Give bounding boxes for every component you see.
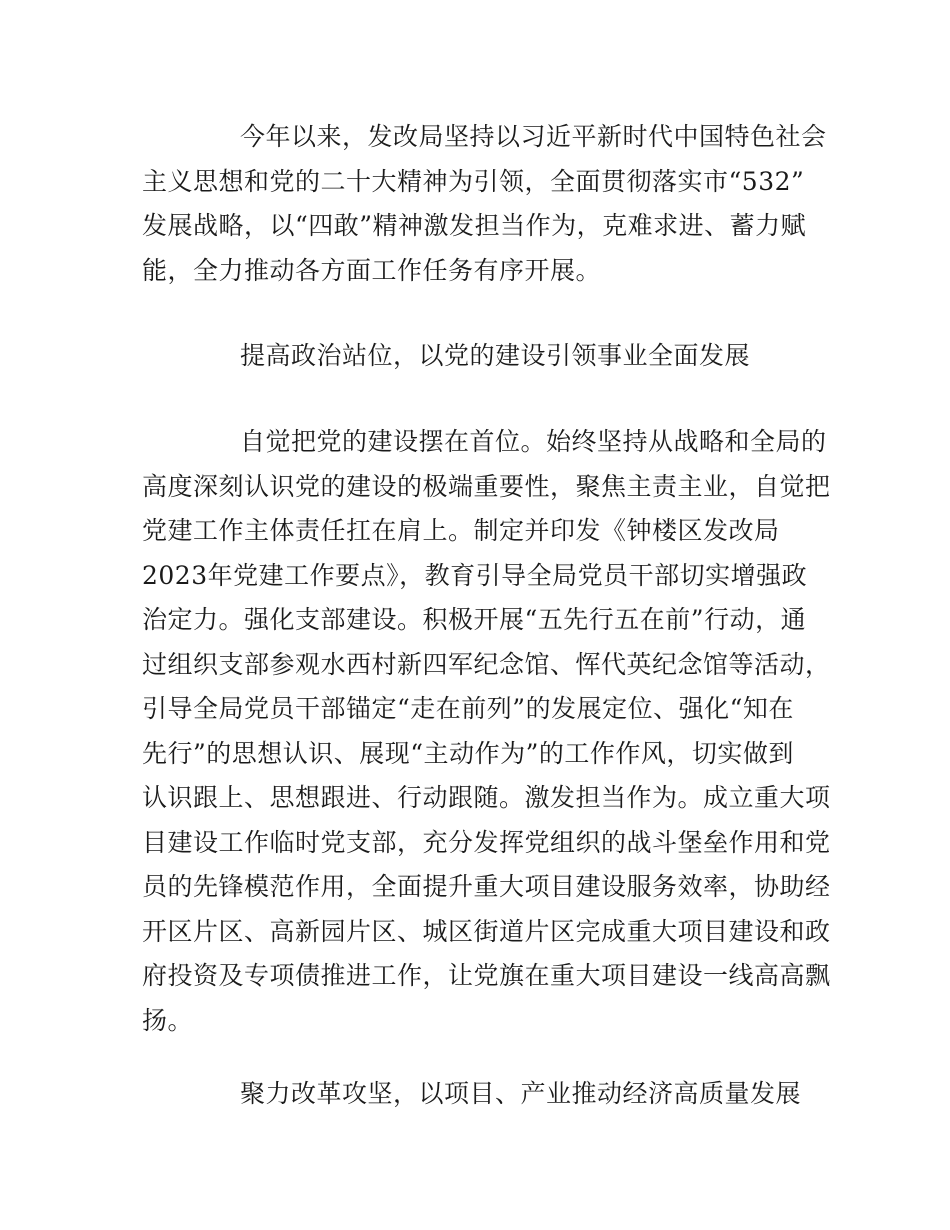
paragraph-line: 能，全力推动各方面工作任务有序开展。 [142, 255, 602, 285]
section-heading-text: 提高政治站位，以党的建设引领事业全面发展 [240, 341, 751, 370]
paragraph-line: 主义思想和党的二十大精神为引领，全面贯彻落实市“532” [142, 166, 805, 196]
intro-paragraph [142, 115, 827, 293]
paragraph-line: 开区片区、高新园片区、城区街道片区完成重大项目建设和政 [142, 916, 831, 946]
paragraph-line: 治定力。强化支部建设。积极开展“五先行五在前”行动，通 [142, 605, 807, 634]
paragraph-line: 员的先锋模范作用，全面提升重大项目建设服务效率，协助经 [142, 872, 831, 901]
paragraph-line: 目建设工作临时党支部，充分发挥党组织的战斗堡垒作用和党 [142, 827, 831, 857]
paragraph-line: 府投资及专项债推进工作，让党旗在重大项目建设一线高高飘 [142, 961, 831, 990]
section-heading [142, 1072, 812, 1117]
paragraph-line: 引导全局党员干部锚定“走在前列”的发展定位、强化“知在 [142, 694, 794, 723]
paragraph-line: 高度深刻认识党的建设的极端重要性，聚焦主责主业，自觉把 [142, 471, 831, 501]
paragraph-line: 自觉把党的建设摆在首位。始终坚持从战略和全局的 [240, 427, 827, 456]
paragraph-line: 过组织支部参观水西村新四军纪念馆、恽代英纪念馆等活动， [142, 649, 831, 679]
paragraph-line: 2023年党建工作要点》，教育引导全局党员干部切实增强政 [142, 560, 808, 590]
paragraph-line: 今年以来，发改局坚持以习近平新时代中国特色社会 [240, 122, 827, 151]
party-building-paragraph [142, 420, 831, 1043]
paragraph-line: 发展战略，以“四敢”精神激发担当作为，克难求进、蓄力赋 [142, 211, 807, 240]
section-heading [142, 334, 812, 379]
paragraph-line: 认识跟上、思想跟进、行动跟随。激发担当作为。成立重大项 [142, 783, 831, 812]
section-heading-text: 聚力改革攻坚，以项目、产业推动经济高质量发展 [240, 1079, 802, 1108]
paragraph-line: 扬。 [142, 1005, 194, 1035]
paragraph-line: 先行”的思想认识、展现“主动作为”的工作作风，切实做到 [142, 738, 794, 768]
paragraph-line: 党建工作主体责任扛在肩上。制定并印发《钟楼区发改局 [142, 516, 780, 545]
